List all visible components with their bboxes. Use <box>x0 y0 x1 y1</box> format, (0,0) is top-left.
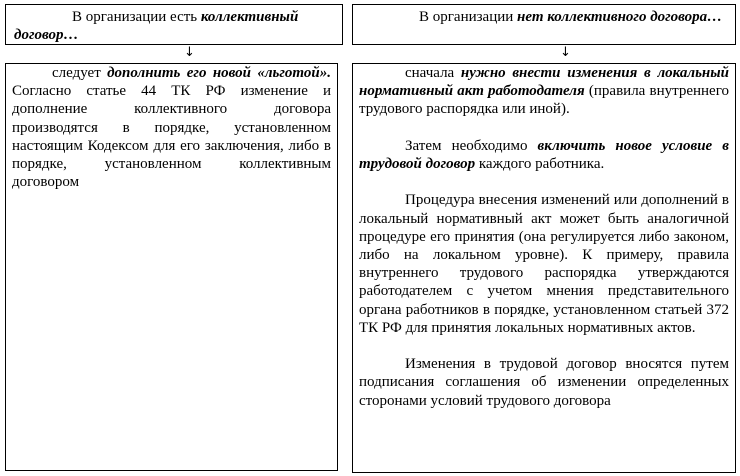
right-body-emphasis-1: нужно внести изменения в локальный нормативный акт работодателя <box>359 65 729 100</box>
right-body-paragraph-3: Процедура внесения изменений или дополнений в локальный нормативный акт может быть аналогичной процедуре его принятия (она регулируется либо законом, либо на локальном уровне). К примеру, правила внутреннего трудового распорядка утверждаются работодателем с учетом мнения представительного органа работников в порядке, установленном статьей 372 ТК РФ для принятия локальных нормативных актов. <box>359 192 729 336</box>
left-body-paragraph: следует дополнить его новой «льготой». Согласно статье 44 ТК РФ изменение и дополнение коллективного договора производятся в порядке, установленном настоящим Кодексом для его заключения, либо в порядке, установленном коллективным договором <box>12 65 331 191</box>
right-down-arrow-icon: ↓ <box>560 45 571 60</box>
right-body-emphasis-2: включить новое условие в трудовой договор <box>359 137 729 172</box>
left-header-box <box>5 4 343 45</box>
left-body-box <box>5 63 338 471</box>
left-header-emphasis: коллективный договор… <box>14 9 299 43</box>
right-header-emphasis: нет коллективного договора… <box>517 9 723 25</box>
right-header-text: В организации нет коллективного договора… <box>419 9 723 25</box>
right-header-box <box>352 4 736 45</box>
left-body-emphasis: дополнить его новой «льготой». <box>107 65 331 81</box>
left-down-arrow-icon: ↓ <box>184 45 195 60</box>
right-body-paragraph-2: Затем необходимо включить новое условие в трудовой договор каждого работника. <box>359 137 729 172</box>
right-body-paragraph-4: Изменения в трудовой договор вносятся путем подписания соглашения об изменении определенных сторонами условий трудового договора <box>359 356 729 409</box>
right-body-paragraph-1: сначала нужно внести изменения в локальный нормативный акт работодателя (правила внутреннего трудового распорядка или иной). <box>359 65 729 118</box>
left-header-text: В организации есть коллективный договор… <box>14 9 299 43</box>
right-body-box <box>352 63 736 473</box>
